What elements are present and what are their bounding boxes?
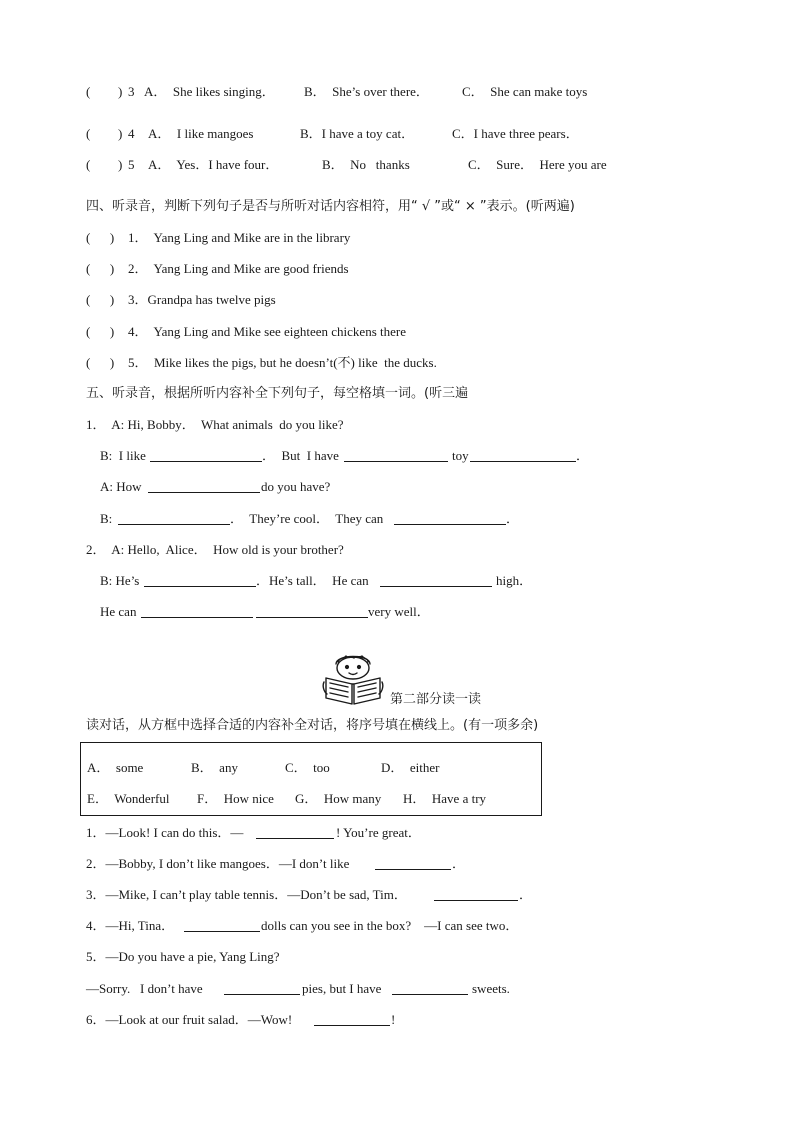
line-text: 4．—Hi, Tina． [86, 918, 175, 933]
line-text: 2．—Bobby, I don’t like mangoes．—I don’t like [86, 856, 350, 871]
statement-text: 3．Grandpa has twelve pigs [128, 292, 276, 307]
line-text: ．He’s tall． He can [256, 573, 369, 588]
option-b: B． She’s over there． [304, 84, 429, 99]
line-text: B: [100, 511, 113, 526]
fill-blank[interactable] [184, 918, 260, 932]
line-text: dolls can you see in the box? —I can see two． [261, 918, 519, 933]
line-text: A: How [100, 479, 142, 494]
statement-text: 5． Mike likes the pigs, but he doesn’t(不) like the ducks. [128, 355, 437, 370]
paren-close: ) [118, 84, 123, 99]
word-option: E． Wonderful [87, 791, 170, 806]
question-number: 4 [128, 126, 135, 141]
question-number: 5 [128, 157, 135, 172]
paren-close: ) [118, 126, 123, 141]
word-option: F． How nice [197, 791, 274, 806]
line-text: 3．—Mike, I can’t play table tennis．—Don’t be sad, Tim． [86, 887, 407, 902]
line-text: He can [100, 604, 137, 619]
fill-blank[interactable] [118, 511, 230, 525]
paren-open: ( [86, 157, 91, 172]
word-bank-box [80, 742, 542, 816]
line-text: pies, but I have [302, 981, 382, 996]
line-text: 6．—Look at our fruit salad．—Wow! [86, 1012, 293, 1027]
fill-blank[interactable] [434, 887, 518, 901]
option-a: A． I like mangoes [148, 126, 254, 141]
fill-blank[interactable] [148, 479, 260, 493]
statement-text: 1． Yang Ling and Mike are in the library [128, 230, 351, 245]
line-text: toy [452, 448, 469, 463]
word-option: A． some [87, 760, 144, 775]
statement-text: 2． Yang Ling and Mike are good friends [128, 261, 349, 276]
paren-close: ) [118, 157, 123, 172]
dialogue2-line-a1: 2． A: Hello, Alice． How old is your brother? [86, 542, 344, 557]
line-text: ． They’re cool． They can [230, 511, 384, 526]
fill-blank[interactable] [256, 604, 368, 618]
option-b: B．I have a toy cat． [300, 126, 415, 141]
part2-title: 第二部分读一读 [390, 692, 482, 707]
line-text: ． [519, 887, 533, 902]
reading-child-icon [322, 650, 388, 706]
section4-title: 四、听录音，判断下列句子是否与所听对话内容相符，用“ √ ”或“ × ”表示。(听两遍) [86, 199, 575, 214]
word-option: B． any [191, 760, 238, 775]
fill-blank[interactable] [256, 825, 334, 839]
paren-open: ( [86, 126, 91, 141]
word-option: G． How many [295, 791, 382, 806]
option-c: C． She can make toys [462, 84, 588, 99]
part2-question-5a: 5．—Do you have a pie, Yang Ling? [86, 949, 280, 964]
fill-blank[interactable] [344, 448, 448, 462]
line-text: high． [496, 573, 533, 588]
line-text: ! [391, 1012, 396, 1027]
line-text: B: He’s [100, 573, 140, 588]
answer-paren[interactable]: ( ) [86, 292, 115, 307]
option-a: A． She likes singing． [144, 84, 275, 99]
fill-blank[interactable] [141, 604, 253, 618]
answer-paren[interactable]: ( ) [86, 230, 115, 245]
fill-blank[interactable] [314, 1012, 390, 1026]
question-number: 3 [128, 84, 135, 99]
line-text: sweets. [472, 981, 510, 996]
section5-title: 五、听录音，根据所听内容补全下列句子，每空格填一词。(听三遍 [86, 386, 469, 401]
fill-blank[interactable] [380, 573, 492, 587]
word-option: C． too [285, 760, 330, 775]
fill-blank[interactable] [394, 511, 506, 525]
statement-text: 4． Yang Ling and Mike see eighteen chickens there [128, 324, 406, 339]
line-text: ． [576, 448, 590, 463]
word-option: D． either [381, 760, 440, 775]
answer-paren[interactable]: ( ) [86, 261, 115, 276]
option-a: A． Yes．I have four． [148, 157, 279, 172]
line-text: very well． [368, 604, 430, 619]
fill-blank[interactable] [392, 981, 468, 995]
line-text: ． [452, 856, 466, 871]
dialogue1-line-a1: 1． A: Hi, Bobby． What animals do you like? [86, 417, 344, 432]
option-c: C．I have three pears． [452, 126, 579, 141]
line-text: —Sorry. I don’t have [86, 981, 203, 996]
line-text: do you have? [261, 479, 331, 494]
part2-instruction: 读对话，从方框中选择合适的内容补全对话，将序号填在横线上。(有一项多余) [86, 718, 539, 733]
line-text: 1．—Look! I can do this．— [86, 825, 244, 840]
line-text: ! You’re great． [336, 825, 421, 840]
fill-blank[interactable] [144, 573, 256, 587]
line-text: ． [506, 511, 520, 526]
line-text: ． But I have [262, 448, 339, 463]
word-option: H． Have a try [403, 791, 487, 806]
line-text: B: I like [100, 448, 146, 463]
fill-blank[interactable] [224, 981, 300, 995]
fill-blank[interactable] [470, 448, 576, 462]
answer-paren[interactable]: ( ) [86, 355, 115, 370]
fill-blank[interactable] [150, 448, 262, 462]
option-c: C． Sure． Here you are [468, 157, 607, 172]
option-b: B． No thanks [322, 157, 410, 172]
answer-paren[interactable]: ( ) [86, 324, 115, 339]
paren-open: ( [86, 84, 91, 99]
fill-blank[interactable] [375, 856, 451, 870]
